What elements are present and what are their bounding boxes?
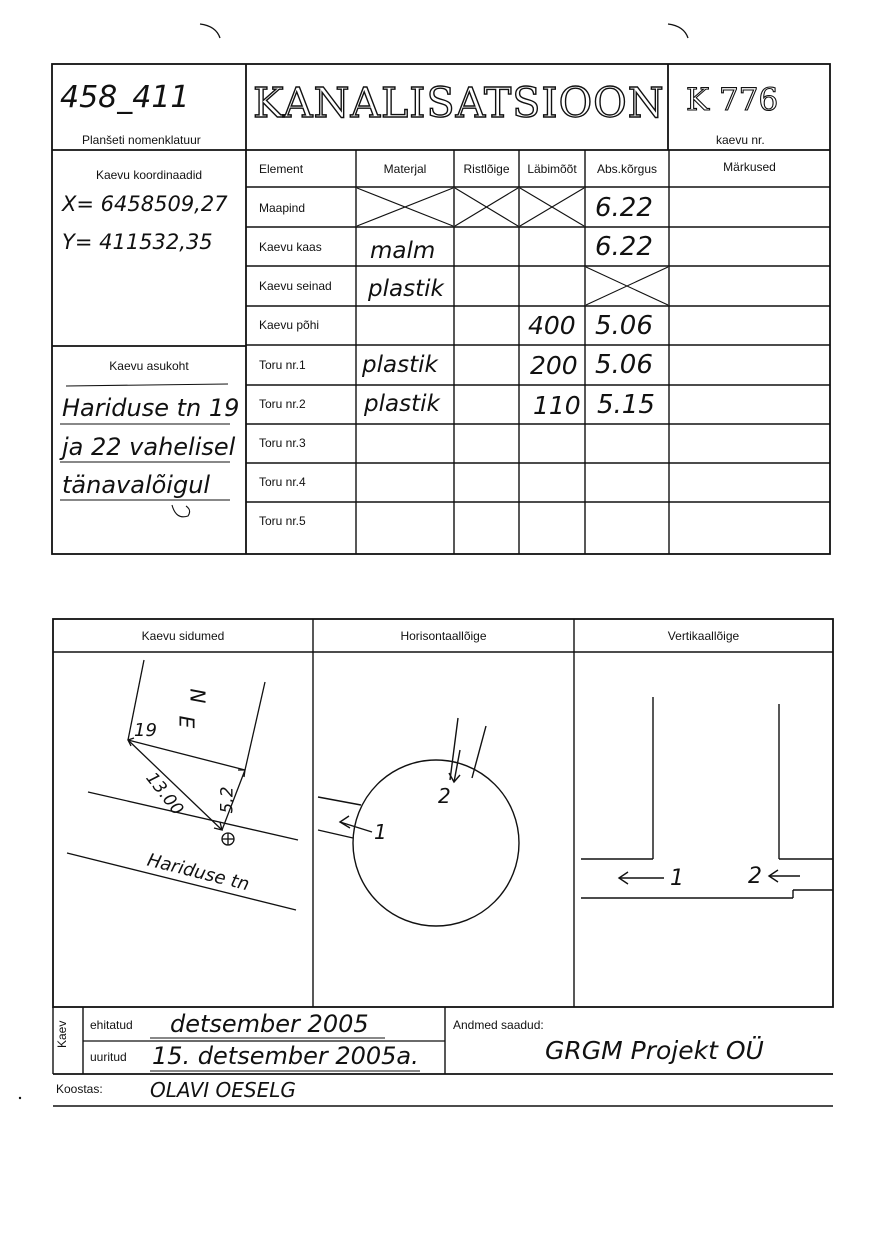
location-line-2: ja 22 vahelisel bbox=[62, 433, 236, 461]
built-value: detsember 2005 bbox=[170, 1010, 369, 1038]
surveyed-label: uuritud bbox=[90, 1050, 127, 1064]
coord-x: X= 6458509,27 bbox=[62, 192, 228, 216]
distance-a-label: 13.00 bbox=[141, 768, 188, 820]
vert-pipe-2-label: 2 bbox=[748, 864, 762, 889]
row-elevation: 5.15 bbox=[597, 390, 655, 420]
row-material: plastik bbox=[368, 276, 444, 302]
col-header-cross: Ristlõige bbox=[463, 162, 510, 176]
author-label: Koostas: bbox=[56, 1082, 103, 1096]
point-19-label: 19 bbox=[134, 720, 157, 741]
built-label: ehitatud bbox=[90, 1018, 133, 1032]
col-header-material: Materjal bbox=[383, 162, 427, 176]
row-element: Kaevu põhi bbox=[259, 318, 320, 332]
row-element: Maapind bbox=[259, 201, 306, 215]
col-header-elevation: Abs.kõrgus bbox=[596, 162, 658, 176]
coord-y: Y= 411532,35 bbox=[62, 230, 213, 254]
row-material: malm bbox=[370, 238, 436, 264]
location-label: Kaevu asukoht bbox=[109, 359, 189, 373]
author-value: OLAVI OESELG bbox=[150, 1078, 296, 1102]
data-source-value: GRGM Projekt OÜ bbox=[545, 1036, 764, 1065]
well-number: K 776 bbox=[686, 82, 779, 118]
page-title: KANALISATSIOON bbox=[253, 79, 665, 127]
coords-label: Kaevu koordinaadid bbox=[95, 168, 203, 182]
row-elevation: 6.22 bbox=[595, 232, 653, 262]
location-line-3: tänavalõigul bbox=[62, 471, 211, 499]
row-elevation: 5.06 bbox=[595, 350, 653, 380]
street-label: Hariduse tn bbox=[145, 849, 252, 896]
row-material: plastik bbox=[362, 352, 438, 378]
row-element: Toru nr.4 bbox=[259, 475, 306, 489]
row-element: Toru nr.3 bbox=[259, 436, 306, 450]
surveyed-value: 15. detsember 2005a. bbox=[152, 1042, 419, 1070]
row-elevation: 6.22 bbox=[595, 193, 653, 223]
distance-b-label: 5.2 bbox=[217, 786, 238, 814]
horiz-pipe-1-label: 1 bbox=[374, 820, 387, 844]
sketch-header-ties: Kaevu sidumed bbox=[141, 629, 225, 643]
east-label: E bbox=[174, 715, 199, 729]
sketch-header-vertical: Vertikaallõige bbox=[667, 629, 740, 643]
sheet-code: 458_411 bbox=[60, 80, 190, 115]
row-diameter: 400 bbox=[528, 311, 576, 340]
row-material: plastik bbox=[364, 391, 440, 417]
row-diameter: 200 bbox=[530, 351, 578, 380]
north-label: N bbox=[185, 688, 210, 704]
row-element: Kaevu seinad bbox=[259, 279, 332, 293]
col-header-element: Element bbox=[259, 162, 304, 176]
sketch-header-horizontal: Horisontaallõige bbox=[400, 629, 487, 643]
location-line-1: Hariduse tn 19 bbox=[62, 394, 240, 422]
side-label: Kaev bbox=[55, 1020, 69, 1048]
row-element: Toru nr.1 bbox=[259, 358, 306, 372]
horiz-pipe-2-label: 2 bbox=[438, 784, 451, 808]
col-header-remarks: Märkused bbox=[723, 160, 776, 174]
row-element: Toru nr.5 bbox=[259, 514, 306, 528]
row-elevation: 5.06 bbox=[595, 311, 653, 341]
row-element: Kaevu kaas bbox=[259, 240, 322, 254]
well-number-label: kaevu nr. bbox=[716, 133, 765, 147]
col-header-diameter: Läbimõõt bbox=[527, 162, 577, 176]
sheet-label: Planšeti nomenklatuur bbox=[82, 133, 201, 147]
row-diameter: 110 bbox=[533, 391, 581, 420]
row-element: Toru nr.2 bbox=[259, 397, 306, 411]
vert-pipe-1-label: 1 bbox=[670, 866, 684, 891]
data-source-label: Andmed saadud: bbox=[453, 1018, 544, 1032]
